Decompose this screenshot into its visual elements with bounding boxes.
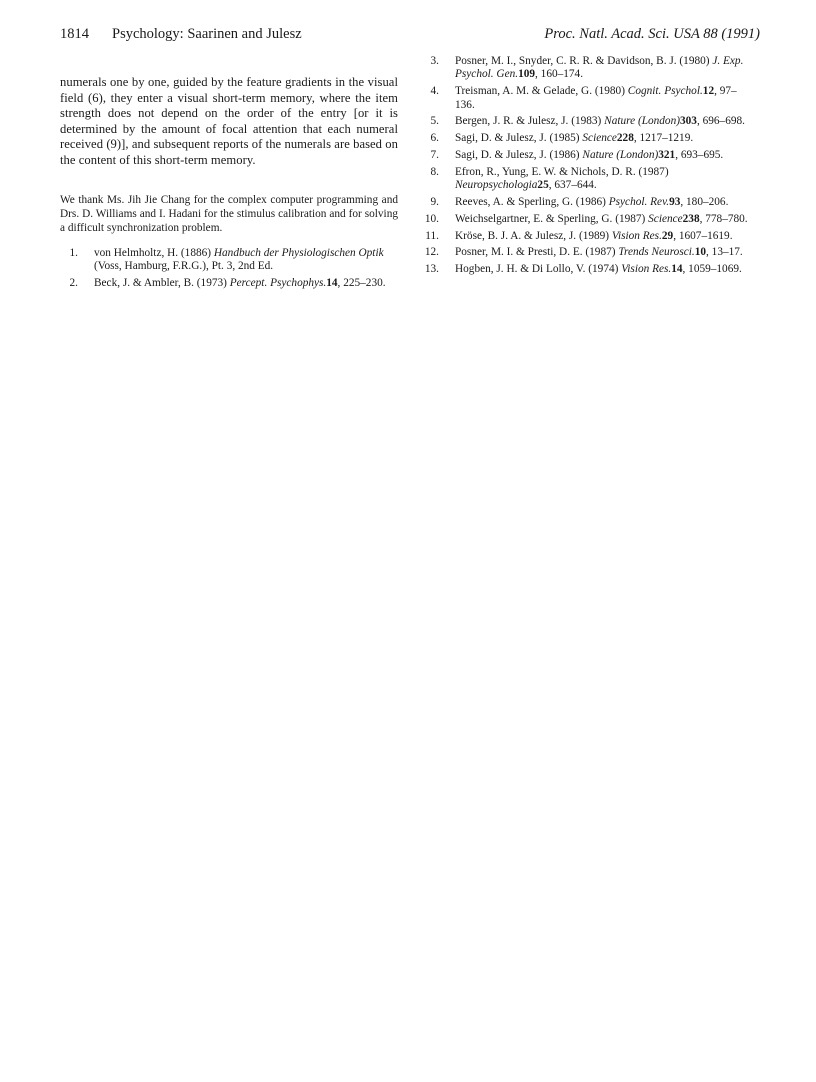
reference-number: 11. bbox=[425, 229, 439, 242]
reference-journal: Psychol. Rev. bbox=[608, 196, 670, 208]
reference-authors: Sagi, D. & Julesz, J. (1986) bbox=[455, 149, 583, 161]
reference-volume: 228 bbox=[616, 132, 634, 145]
reference-item bbox=[421, 166, 751, 193]
running-title: Psychology: Saarinen and Julesz bbox=[112, 26, 302, 42]
reference-item bbox=[421, 55, 751, 82]
reference-number: 2. bbox=[69, 276, 78, 289]
reference-volume: 238 bbox=[682, 212, 700, 225]
reference-pages: , 225–230. bbox=[337, 276, 386, 289]
reference-authors: Kröse, B. J. A. & Julesz, J. (1989) bbox=[455, 229, 612, 242]
reference-item bbox=[421, 85, 751, 112]
reference-number: 9. bbox=[430, 196, 439, 208]
reference-journal: Science bbox=[582, 132, 617, 145]
reference-number: 1. bbox=[69, 246, 78, 259]
acknowledgment: We thank Ms. Jih Jie Chang for the complex computer programming and Drs. D. Williams and I. Hadani for the stimulus calibration and for solving a difficult synchronization problem. bbox=[60, 193, 398, 234]
reference-journal: Cognit. Psychol. bbox=[627, 85, 703, 98]
reference-pages: (Voss, Hamburg, F.R.G.), Pt. 3, 2nd Ed. bbox=[94, 259, 274, 272]
reference-volume: 93 bbox=[669, 196, 681, 208]
reference-authors: Hogben, J. H. & Di Lollo, V. (1974) bbox=[455, 263, 622, 276]
reference-item bbox=[421, 115, 751, 128]
reference-item bbox=[421, 196, 751, 209]
reference-number: 7. bbox=[430, 149, 439, 161]
page-header bbox=[60, 26, 760, 46]
reference-pages: , 637–644. bbox=[548, 179, 597, 192]
reference-pages: , 13–17. bbox=[706, 246, 743, 259]
reference-pages: , 1607–1619. bbox=[673, 229, 733, 242]
reference-list-left bbox=[60, 247, 398, 291]
reference-item bbox=[421, 246, 751, 259]
reference-journal: Percept. Psychophys. bbox=[229, 276, 327, 289]
reference-authors: Treisman, A. M. & Gelade, G. (1980) bbox=[455, 85, 628, 98]
reference-authors: Posner, M. I. & Presti, D. E. (1987) bbox=[455, 246, 619, 259]
reference-journal: J. Exp. Psychol. Gen. bbox=[455, 55, 744, 81]
reference-number: 10. bbox=[424, 212, 439, 225]
reference-item bbox=[421, 263, 751, 276]
reference-number: 12. bbox=[424, 246, 439, 259]
reference-pages: , 696–698. bbox=[696, 115, 745, 128]
reference-number: 5. bbox=[430, 115, 439, 128]
reference-pages: , 693–695. bbox=[675, 149, 724, 161]
reference-pages: , 1059–1069. bbox=[682, 263, 742, 276]
reference-authors: Reeves, A. & Sperling, G. (1986) bbox=[455, 196, 609, 208]
reference-item bbox=[60, 247, 398, 274]
reference-number: 6. bbox=[430, 132, 439, 145]
reference-list-right bbox=[421, 55, 751, 277]
reference-item bbox=[421, 132, 751, 145]
reference-volume: 10 bbox=[694, 246, 707, 259]
reference-pages: , 778–780. bbox=[699, 212, 748, 225]
reference-volume: 12 bbox=[702, 85, 715, 98]
reference-journal: Science bbox=[648, 212, 683, 225]
reference-number: 4. bbox=[430, 85, 439, 98]
right-column bbox=[421, 55, 751, 280]
reference-volume: 29 bbox=[661, 229, 674, 242]
reference-item bbox=[421, 230, 751, 243]
journal-citation: Proc. Natl. Acad. Sci. USA 88 (1991) bbox=[544, 26, 760, 42]
reference-volume: 109 bbox=[518, 68, 536, 81]
reference-pages: , 1217–1219. bbox=[633, 132, 694, 145]
reference-journal: Vision Res. bbox=[621, 263, 672, 276]
reference-volume: 303 bbox=[680, 115, 697, 128]
reference-pages: , 180–206. bbox=[680, 196, 729, 208]
reference-item bbox=[60, 277, 398, 290]
reference-volume: 321 bbox=[658, 149, 676, 161]
reference-authors: Beck, J. & Ambler, B. (1973) bbox=[94, 276, 230, 289]
reference-authors: Sagi, D. & Julesz, J. (1985) bbox=[455, 132, 583, 145]
reference-item bbox=[421, 149, 751, 162]
left-column bbox=[60, 55, 398, 294]
reference-volume: 14 bbox=[671, 263, 683, 276]
reference-authors: Posner, M. I., Snyder, C. R. R. & Davidson, B. J. (1980) bbox=[455, 55, 713, 67]
reference-authors: von Helmholtz, H. (1886) bbox=[94, 246, 214, 259]
body-paragraph: numerals one by one, guided by the feature gradients in the visual field (6), they enter a visual short-term memory, where the item strength does not depend on the order of the entry [or it is determined by the amount of focal attention that each numeral received (9)], and subsequent reports of the numerals are based on the content of this short-term memory. bbox=[60, 75, 398, 167]
reference-number: 13. bbox=[424, 263, 439, 276]
reference-authors: Efron, R., Yung, E. W. & Nichols, D. R. (1987) bbox=[455, 165, 669, 178]
reference-authors: Weichselgartner, E. & Sperling, G. (1987) bbox=[455, 212, 649, 225]
reference-pages: , 97–136. bbox=[455, 85, 737, 111]
reference-journal: Vision Res. bbox=[611, 229, 662, 242]
reference-volume: 14 bbox=[326, 276, 338, 289]
reference-journal: Trends Neurosci. bbox=[618, 246, 695, 259]
reference-volume: 25 bbox=[537, 179, 549, 192]
reference-journal: Handbuch der Physiologischen Optik bbox=[213, 246, 384, 259]
reference-number: 8. bbox=[430, 165, 439, 178]
reference-journal: Nature (London) bbox=[582, 149, 659, 161]
page-number: 1814 bbox=[60, 26, 89, 42]
reference-authors: Bergen, J. R. & Julesz, J. (1983) bbox=[455, 115, 605, 128]
reference-journal: Nature (London) bbox=[604, 115, 680, 128]
reference-journal: Neuropsychologia bbox=[455, 179, 538, 192]
reference-number: 3. bbox=[430, 55, 439, 67]
reference-item bbox=[421, 213, 751, 226]
reference-pages: , 160–174. bbox=[535, 68, 584, 81]
